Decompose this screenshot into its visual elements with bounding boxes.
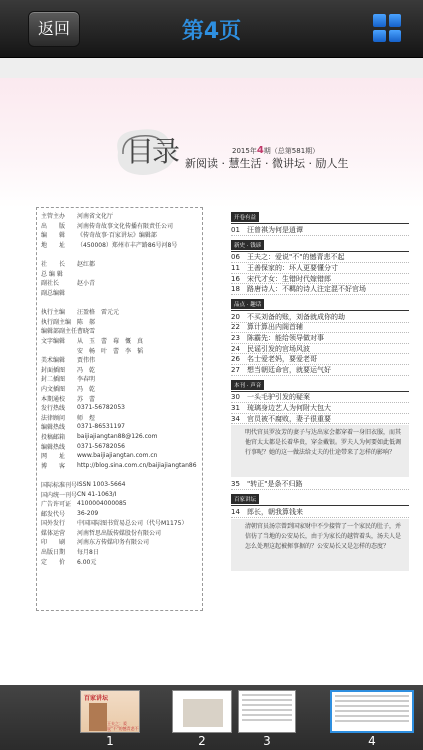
colophon-value: 4100004000085 (77, 500, 127, 508)
toc-article-title: 王夫之：爱说"不"的憾青悲不起 (247, 253, 345, 262)
thumbnail-number: 3 (263, 734, 271, 748)
toc-page-number: 22 (231, 323, 240, 332)
toc-page-number: 11 (231, 263, 240, 272)
nav-bar (0, 0, 423, 58)
colophon-row (41, 412, 198, 422)
table-of-contents (231, 208, 409, 573)
thumbnail-page-2[interactable] (172, 690, 232, 733)
thumbnail-number: 4 (368, 734, 376, 748)
toc-article-title: 王善保家的：坏人更要懂分寸 (247, 263, 338, 272)
colophon-value: 安 畅 叶 蕾 李 韬 (77, 347, 144, 355)
page-title: 第4页 (181, 19, 242, 44)
colophon-key: 社 长 (41, 261, 66, 269)
toc-article-title: 一头毛驴引发的疑案 (247, 393, 310, 402)
colophon-value: 冯 乾 (77, 385, 96, 393)
colophon-row (41, 230, 198, 240)
colophon-value: 李春明 (77, 376, 96, 384)
colophon-row (41, 508, 198, 518)
colophon-key: 地 址 (41, 242, 66, 250)
colophon-key: 发行热线 (41, 405, 66, 413)
toc-item[interactable] (231, 479, 409, 490)
toc-article-title: 官员被不腐败，妻子很重要 (247, 414, 331, 423)
colophon-row (41, 470, 198, 480)
colophon-row (41, 326, 198, 336)
colophon-key: 出 版 (41, 222, 66, 230)
colophon-value: 苏 蕾 (77, 395, 96, 403)
colophon-value: 冯 乾 (77, 366, 96, 374)
toc-page-number: 31 (231, 403, 240, 412)
toc-section-heading: 本刊 · 声音 (231, 380, 264, 390)
colophon-value: www.baijiajiangtan.com.cn (77, 452, 158, 460)
colophon-value: ISSN 1003-5664 (77, 480, 126, 488)
colophon-row (41, 355, 198, 365)
colophon-row (41, 441, 198, 451)
toc-item[interactable] (231, 414, 409, 425)
toc-page-number: 26 (231, 355, 240, 364)
colophon-value: 36-209 (77, 509, 99, 517)
toc-item[interactable] (231, 393, 409, 404)
colophon-value: http://blog.sina.com.cn/baijiajiangtan86 (77, 461, 197, 469)
colophon-key: 主管主办 (41, 213, 66, 221)
colophon-key: 副总编辑 (41, 290, 66, 298)
colophon-row (41, 259, 198, 269)
toc-article-title: 琉璃身边艺人为何附大包大 (247, 403, 331, 412)
article-excerpt: 明代官员罗汝芳的妻子与达出家会都穿着一身旧衣服，而其他官太太都是长着华贵，穿金戴银。罗夫人为何要如此低调行事呢？她的这一做法给丈夫的仕途带来了怎样的影响？ (231, 425, 409, 477)
colophon-key: 博 客 (41, 462, 66, 470)
colophon-key: 美术编辑 (41, 357, 66, 365)
colophon-key: 定 价 (41, 558, 66, 566)
colophon-value: 河南哲思出版传媒股份有限公司 (77, 529, 162, 537)
colophon-value: 6.00元 (77, 558, 97, 566)
toc-page-number: 20 (231, 312, 240, 321)
toc-item[interactable] (231, 263, 409, 274)
page-top-band (0, 58, 423, 78)
colophon-row (41, 345, 198, 355)
toc-section-heading: 新史 · 钱谚 (231, 240, 264, 250)
section-rule (231, 310, 409, 311)
toc-item[interactable] (231, 284, 409, 295)
colophon-row (41, 269, 198, 279)
toc-item[interactable] (231, 274, 409, 285)
colophon-row (41, 403, 198, 413)
colophon-row (41, 278, 198, 288)
colophon-row (41, 365, 198, 375)
toc-article-title: 郎长，朝我算钱来 (247, 507, 303, 516)
toc-article-title: 想当朝廷命官，就要运气好 (247, 365, 331, 374)
toc-logo-text: 目录 (126, 135, 179, 168)
colophon-key: 编辑热线 (41, 424, 66, 432)
colophon-value: baijiajiangtan88@126.com (77, 432, 158, 440)
toc-article-title: 陈霸先：能给领导做对事 (247, 333, 324, 342)
colophon-row (41, 480, 198, 490)
colophon-value: 汪盈格 雷元元 (77, 309, 120, 317)
colophon-row (41, 393, 198, 403)
colophon-row (41, 422, 198, 432)
section-rule (231, 391, 409, 392)
colophon-row (41, 297, 198, 307)
section-rule (231, 505, 409, 506)
colophon-row (41, 537, 198, 547)
toc-article-title: 名士爱老妈，要爱老哥 (247, 355, 317, 364)
back-button-label: 返回 (37, 19, 70, 38)
toc-page-number: 30 (231, 393, 240, 402)
colophon-value: 《传奇故事·百家讲坛》编辑部 (77, 232, 157, 240)
toc-page-number: 35 (231, 480, 240, 489)
toc-item[interactable] (231, 354, 409, 365)
colophon-box (36, 207, 203, 611)
colophon-key: 编辑热线 (41, 443, 66, 451)
colophon-value: 赵小青 (77, 280, 96, 288)
toc-item[interactable] (231, 225, 409, 236)
colophon-value: 0371-56782056 (77, 442, 125, 450)
thumbnail-number: 2 (198, 734, 206, 748)
colophon-value: CN 41-1063/I (77, 490, 117, 498)
section-rule (231, 223, 409, 224)
colophon-key: 封面插图 (41, 366, 66, 374)
toc-page-number: 24 (231, 344, 240, 353)
toc-section-heading: 百家讲坛 (231, 494, 259, 504)
toc-item[interactable] (231, 333, 409, 344)
colophon-row (41, 384, 198, 394)
thumbnail-strip (0, 685, 423, 750)
colophon-key: 文字编辑 (41, 338, 66, 346)
colophon-row (41, 556, 198, 566)
toc-article-title: 不买刘备的账，刘备就成你的劫 (247, 312, 345, 321)
colophon-row (41, 432, 198, 442)
toc-item[interactable] (231, 344, 409, 355)
colophon-row (41, 221, 198, 231)
colophon-key: 邮发代号 (41, 510, 66, 518)
toc-page-number: 16 (231, 274, 240, 283)
section-rule (231, 251, 409, 252)
toc-page-number: 14 (231, 507, 240, 516)
toc-article-title: 路唐诗人：不羁的诗人注定混不好官场 (247, 285, 366, 294)
toc-article-title: 汪曾祺为何是逍谭 (247, 225, 303, 234)
colophon-value: 中国国际图书贸易总公司（代号M1175） (77, 520, 188, 528)
magazine-page[interactable] (0, 58, 423, 685)
colophon-key: 编 辑 (41, 232, 66, 240)
toc-page-number: 18 (231, 285, 240, 294)
toc-page-number: 06 (231, 253, 240, 262)
colophon-key: 法律顾问 (41, 414, 66, 422)
toc-page-number: 27 (231, 365, 240, 374)
colophon-key: 国内统一刊号 (41, 491, 78, 499)
colophon-row (41, 317, 198, 327)
colophon-key: 网 址 (41, 453, 66, 461)
toc-article-title: 民谣引发的官场风波 (247, 344, 310, 353)
toc-item[interactable] (231, 365, 409, 376)
colophon-row (41, 288, 198, 298)
colophon-value: 陈 郝 (77, 318, 96, 326)
colophon-key: 媒体运营 (41, 529, 66, 537)
header-band (0, 78, 423, 208)
toc-section-heading: 品点 · 趣话 (231, 299, 264, 309)
colophon-value: 曹晓雪 (77, 328, 96, 336)
colophon-value: 每月8日 (77, 549, 99, 557)
toc-section-heading: 开卷有益 (231, 212, 259, 222)
colophon-row (41, 460, 198, 470)
toc-item[interactable] (231, 403, 409, 414)
colophon-value: 河南省文化厅 (77, 213, 114, 221)
colophon-row (41, 374, 198, 384)
colophon-key: 副社长 (41, 280, 60, 288)
colophon-value: 师 煜 (77, 414, 96, 422)
toc-article-title: 宋代才女：生错时代嫁错郎 (247, 274, 331, 283)
colophon-row (41, 307, 198, 317)
toc-item[interactable] (231, 323, 409, 334)
colophon-key: 总 编 辑 (41, 270, 63, 278)
colophon-key: 投稿邮箱 (41, 433, 66, 441)
issue-line: 2015年4期（总第581期） (232, 145, 320, 156)
colophon-key: 国外发行 (41, 520, 66, 528)
thumbnail-page-4[interactable] (330, 690, 414, 733)
colophon-key: 封二插图 (41, 376, 66, 384)
thumbnail-page-1[interactable]: 百家讲坛 王夫之：爱说"不"的憾青悲不 (80, 690, 140, 733)
colophon-key: 国际标准刊号 (41, 481, 78, 489)
toc-page-number: 01 (231, 225, 240, 234)
toc-item[interactable] (231, 253, 409, 264)
colophon-value: 贾伟伟 (77, 357, 96, 365)
colophon-row (41, 518, 198, 528)
grid-view-icon[interactable] (373, 14, 401, 42)
colophon-row (41, 489, 198, 499)
toc-item[interactable] (231, 507, 409, 518)
colophon-key: 执行副主编 (41, 318, 72, 326)
toc-article-title: 算计算出内阁首辅 (247, 323, 303, 332)
thumbnail-number: 1 (106, 734, 114, 748)
colophon-row (41, 499, 198, 509)
colophon-key: 编辑部副主任 (41, 328, 78, 336)
colophon-row (41, 240, 198, 250)
toc-article-title: "转正"是条不归路 (247, 480, 303, 489)
toc-page-number: 34 (231, 414, 240, 423)
colophon-key: 印 刷 (41, 539, 66, 547)
colophon-value: 河南东方传媒印务有限公司 (77, 539, 150, 547)
colophon-key: 本期通校 (41, 395, 66, 403)
colophon-row (41, 528, 198, 538)
colophon-value: （450008）郑州市丰产路86号河8号 (77, 242, 178, 250)
colophon-key: 广告许可证 (41, 501, 72, 509)
colophon-value: 河南传奇故事文化传播有限责任公司 (77, 222, 174, 230)
colophon-row (41, 249, 198, 259)
colophon-value: 从 玉 蕾 莓 慨 真 (77, 338, 144, 346)
colophon-row (41, 211, 198, 221)
colophon-row (41, 547, 198, 557)
colophon-value: 0371-86531197 (77, 423, 125, 431)
tagline: 新阅读 · 慧生活 · 微讲坛 · 励人生 (185, 157, 349, 170)
colophon-value: 0371-56782053 (77, 404, 125, 412)
colophon-key: 内文插图 (41, 385, 66, 393)
colophon-key: 出版日期 (41, 549, 66, 557)
toc-item[interactable] (231, 312, 409, 323)
colophon-key: 执行主编 (41, 309, 66, 317)
colophon-value: 赵红都 (77, 261, 96, 269)
toc-page-number: 23 (231, 333, 240, 342)
colophon-row (41, 336, 198, 346)
colophon-row (41, 451, 198, 461)
thumbnail-page-3[interactable] (238, 690, 296, 733)
article-excerpt: 清朝官员汤宗曾到国家财中不少接管了一个家民的肚子，并信彷了当地的公安局长，由于为家长的越管着头，汤夫人是怎么处理这起被揮事据的？公安局长又是怎样的态度？ (231, 519, 409, 571)
